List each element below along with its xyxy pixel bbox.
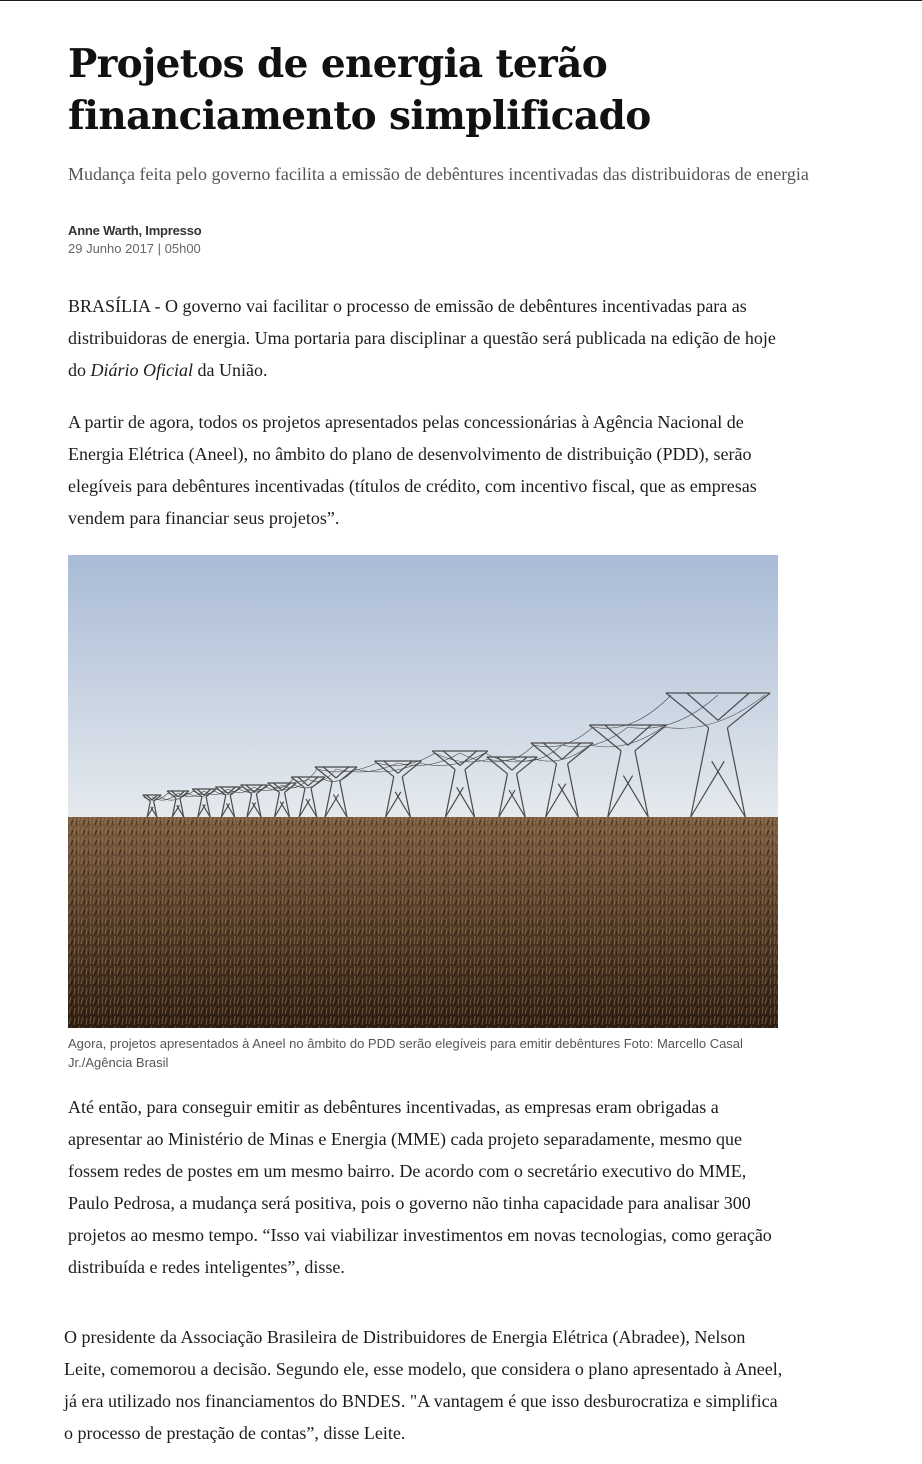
paragraph-1-tail: da União. [193, 360, 268, 380]
author-link[interactable]: Anne Warth, Impresso [68, 223, 202, 238]
paragraph-1-text: BRASÍLIA - O governo vai facilitar o processo de emissão de debêntures incentivadas para as distribuidoras de energia. Uma portaria para disciplinar a questão será publicada na edição de hoje do [68, 296, 776, 380]
field-texture [68, 817, 778, 1028]
sky [68, 555, 778, 823]
paragraph-3: Até então, para conseguir emitir as debêntures incentivadas, as empresas eram obrigadas a apresentar ao Ministério de Minas e Energia (MME) cada projeto separadamente, mesmo que fossem redes de postes em um mesmo bairro. De acordo com o secretário executivo do MME, Paulo Pedrosa, a mudança será positiva, pois o governo não tinha capacidade para analisar 300 projetos ao mesmo tempo. “Isso vai viabilizar investimentos em novas tecnologias, como geração distribuída e redes inteligentes”, disse. [68, 1097, 772, 1277]
paragraph-4: O presidente da Associação Brasileira de Distribuidores de Energia Elétrica (Abradee), Nelson Leite, comemorou a decisão. Segundo ele, esse modelo, que considera o plano apresentado à Aneel, já era utilizado nos financiamentos do BNDES. "A vantagem é que isso desburocratiza e simplifica o processo de prestação de contas”, disse Leite. [64, 1327, 783, 1443]
subtitle: Mudança feita pelo governo facilita a emissão de debêntures incentivadas das distribuidoras de energia [68, 164, 809, 184]
top-rule [0, 0, 922, 1]
photo-caption: Agora, projetos apresentados à Aneel no âmbito do PDD serão elegíveis para emitir debêntures Foto: Marcello Casal Jr./Agência Brasil [68, 1036, 743, 1070]
paragraph-2: A partir de agora, todos os projetos apresentados pelas concessionárias à Agência Nacional de Energia Elétrica (Aneel), no âmbito do plano de desenvolvimento de distribuição (PDD), serão elegíveis para debêntures incentivadas (títulos de crédito, com incentivo fiscal, que as empresas vendem para financiar seus projetos”. [68, 412, 757, 528]
photo-transmission-towers [68, 555, 778, 1028]
byline [68, 222, 201, 258]
article-photo[interactable] [68, 555, 778, 1028]
headline: Projetos de energia terão financiamento simplificado [68, 41, 651, 139]
publish-date: 29 Junho 2017 | 05h00 [68, 241, 201, 256]
paragraph-1-emphasis: Diário Oficial [90, 360, 193, 380]
paragraph-1 [68, 290, 780, 386]
